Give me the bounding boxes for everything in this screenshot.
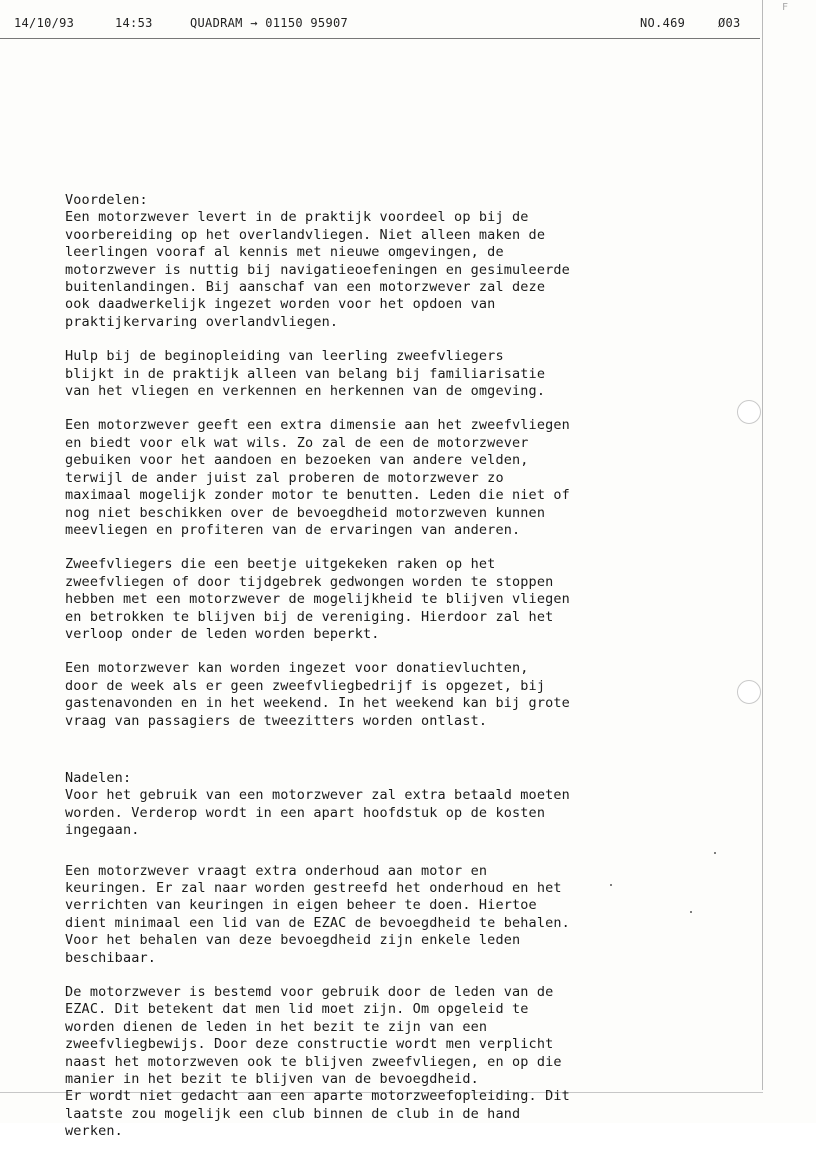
text-line: Een motorzwever geeft een extra dimensie aan het zweefvliegen (65, 417, 570, 434)
text-line: EZAC. Dit betekent dat men lid moet zijn. Om opgeleid te (65, 1001, 529, 1018)
text-line: gastenavonden en in het weekend. In het weekend kan bij grote (65, 695, 570, 712)
text-line: leerlingen vooraf al kennis met nieuwe omgevingen, de (65, 244, 504, 261)
paragraph (65, 417, 745, 539)
paragraph (65, 348, 745, 400)
text-line: keuringen. Er zal naar worden gestreefd het onderhoud en het (65, 880, 562, 896)
page-edge-line (762, 0, 763, 1090)
text-line: blijkt in de praktijk alleen van belang bij familiarisatie (65, 365, 546, 382)
section-spacer (65, 747, 745, 770)
text-line: manier in het bezit te blijven van de bevoegdheid. (65, 1071, 479, 1088)
text-line: praktijkervaring overlandvliegen. (65, 313, 339, 330)
text-line: nog niet beschikken over de bevoegdheid motorzweven kunnen (65, 504, 546, 521)
fax-time: 14:53 (115, 16, 153, 30)
section-heading-disadvantages: Nadelen: (65, 769, 132, 786)
text-line: en biedt voor elk wat wils. Zo zal de een de motorzwever (65, 434, 529, 451)
text-line: voorbereiding op het overlandvliegen. Niet alleen maken de (65, 226, 546, 243)
text-line: Voor het gebruik van een motorzwever zal extra betaald moeten (65, 787, 570, 804)
paragraph (65, 984, 745, 1141)
paragraph (65, 209, 745, 331)
text-line: van het vliegen en verkennen en herkennen van de omgeving. (65, 383, 546, 400)
paragraph (65, 660, 745, 730)
section-heading-advantages: Voordelen: (65, 192, 148, 208)
text-line: werken. (65, 1123, 123, 1140)
text-line: Hulp bij de beginopleiding van leerling zweefvliegers (65, 348, 504, 365)
text-line: De motorzwever is bestemd voor gebruik door de leden van de (65, 984, 554, 1001)
text-line: Een motorzwever levert in de praktijk voordeel op bij de (65, 209, 529, 226)
text-line: Zweefvliegers die een beetje uitgekeken raken op het (65, 556, 496, 573)
text-line: Een motorzwever kan worden ingezet voor donatievluchten, (65, 660, 529, 677)
text-line: Voor het behalen van deze bevoegdheid zijn enkele leden (65, 932, 521, 949)
text-line: vraag van passagiers de tweezitters worden ontlast. (65, 712, 488, 729)
text-line: laatste zou mogelijk een club binnen de club in de hand (65, 1105, 521, 1122)
text-line: beschibaar. (65, 949, 157, 966)
text-line: terwijl de ander juist zal proberen de motorzwever zo (65, 469, 504, 486)
text-line: worden dienen de leden in het bezit te zijn van een (65, 1018, 488, 1035)
corner-mark: F (782, 2, 789, 13)
fax-date: 14/10/93 (14, 16, 75, 30)
header-divider (0, 38, 760, 39)
fax-page-number: Ø03 (718, 16, 741, 30)
text-line: Er wordt niet gedacht aan een aparte motorzweefopleiding. Dit (65, 1088, 570, 1105)
text-line: zweefvliegbewijs. Door deze constructie wordt men verplicht (65, 1036, 554, 1053)
paragraph (65, 787, 745, 839)
text-line: en betrokken te blijven bij de vereniging. Hierdoor zal het (65, 608, 554, 625)
text-line: verloop onder de leden worden beperkt. (65, 625, 380, 642)
text-line: gebuiken voor het aandoen en bezoeken van andere velden, (65, 452, 529, 469)
text-line: worden. Verderop wordt in een apart hoofdstuk op de kosten (65, 804, 546, 821)
fax-route: QUADRAM → 01150 95907 (190, 16, 349, 30)
text-line: door de week als er geen zweefvliegbedrijf is opgezet, bij (65, 677, 546, 694)
text-line: naast het motorzweven ook te blijven zweefvliegen, en op die (65, 1053, 562, 1070)
text-line: ook daadwerkelijk ingezet worden voor het opdoen van (65, 296, 496, 313)
text-line: ingegaan. (65, 822, 140, 839)
paragraph (65, 863, 745, 967)
text-line: hebben met een motorzwever de mogelijkheid te blijven vliegen (65, 591, 570, 608)
document-body (65, 192, 745, 1158)
fax-header (0, 16, 816, 36)
fax-number: NO.469 (640, 16, 686, 30)
text-line: zweefvliegen of door tijdgebrek gedwongen worden te stoppen (65, 573, 554, 590)
text-line: verrichten van keuringen in eigen beheer te doen. Hiertoe (65, 897, 537, 914)
text-line: meevliegen en profiteren van de ervaringen van anderen. (65, 521, 521, 538)
text-line: motorzwever is nuttig bij navigatieoefeningen en gesimuleerde (65, 261, 570, 278)
text-line: buitenlandingen. Bij aanschaf van een motorzwever zal deze (65, 279, 546, 296)
text-line: Een motorzwever vraagt extra onderhoud aan motor en (65, 862, 488, 879)
text-line: maximaal mogelijk zonder motor te benutten. Leden die niet of (65, 487, 570, 504)
text-line: dient minimaal een lid van de EZAC de bevoegdheid te behalen. (65, 914, 570, 931)
paragraph (65, 556, 745, 643)
